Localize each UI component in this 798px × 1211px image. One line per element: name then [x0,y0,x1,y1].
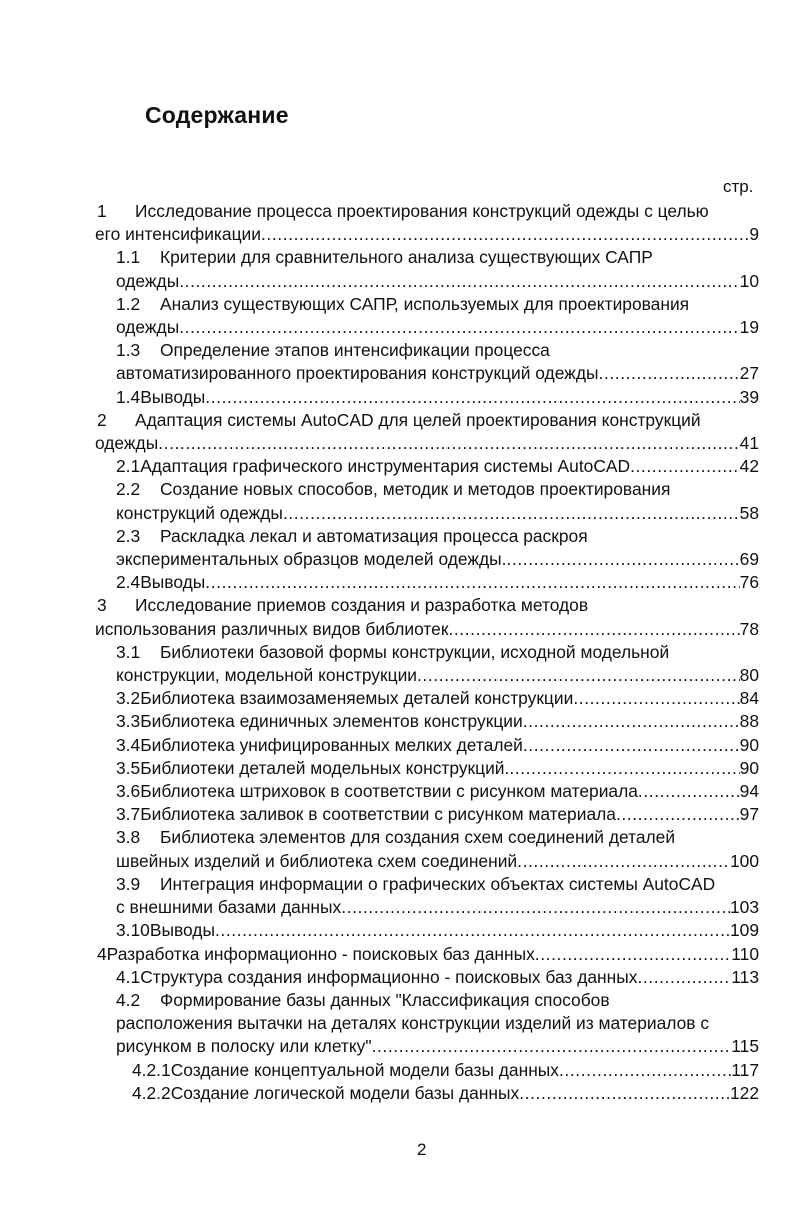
page-column-label: стр. [723,177,754,196]
toc-entry-title: расположения вытачки на деталях конструкции изделий из материалов с [116,1013,710,1034]
toc-entry-title: конструкции, модельной конструкции [116,665,417,686]
page-number: 2 [417,1140,427,1159]
toc-entry [116,478,759,524]
toc-entry-title: Создание логической модели базы данных [170,1082,520,1103]
toc-entry-number: 1.1 [116,247,141,268]
toc-entry-number: 3.5 [116,757,141,778]
toc-entry-number: 3.6 [116,781,141,802]
toc-entry-title: Адаптация графического инструментария системы AutoCAD [140,456,631,477]
toc-entry [116,641,759,687]
dot-leader [637,966,731,989]
toc-entry-title: одежды [95,433,159,454]
toc-entry-page: 97 [739,804,759,825]
toc-entry-number: 4.2.1 [132,1059,171,1080]
toc-entry-number: 3.4 [116,734,141,755]
toc-entry [116,246,759,292]
toc-entry [116,826,759,872]
toc-entry [116,966,759,989]
toc-entry-number: 3.9 [116,873,141,894]
toc-entry-page: 113 [731,966,759,987]
table-of-contents [0,200,798,1105]
toc-entry [116,571,759,594]
toc-entry-number: 3.10 [116,920,150,941]
toc-entry [116,525,759,571]
toc-entry-number: 2.2 [116,479,141,500]
toc-entry-number: 4 [97,943,107,964]
toc-entry-title: одежды [116,270,180,291]
dot-leader [523,734,740,757]
dot-leader [283,502,740,525]
toc-entry [97,409,759,455]
toc-entry-number: 3.1 [116,641,141,662]
dot-leader [448,618,739,641]
toc-entry [116,455,759,478]
toc-entry [132,1059,759,1082]
dot-leader [507,548,740,571]
toc-entry-number: 1.2 [116,293,141,314]
dot-leader [517,850,730,873]
toc-entry-page: 42 [739,456,759,477]
toc-entry [116,687,759,710]
toc-entry-title: Раскладка лекал и автоматизация процесса раскроя [160,525,588,546]
toc-entry [116,780,759,803]
toc-entry-title: Определение этапов интенсификации процесса [160,340,550,361]
toc-entry-page: 94 [739,781,759,802]
toc-entry-number: 2 [97,409,107,430]
dot-leader [341,896,730,919]
toc-entry-title: Критерии для сравнительного анализа существующих САПР [160,247,653,268]
dot-leader [158,432,739,455]
dot-leader [559,1059,731,1082]
toc-entry-number: 2.1 [116,456,141,477]
dot-leader [372,1035,732,1058]
toc-entry-title: Библиотека элементов для создания схем соединений деталей [160,827,676,848]
toc-entry-title: одежды [116,317,180,338]
toc-entry-page: 58 [739,502,759,523]
dot-leader [598,362,739,385]
toc-entry [116,989,759,1059]
dot-leader [179,270,739,293]
toc-entry-title: экспериментальных образцов моделей одежды. [116,549,507,570]
toc-entry-page: 10 [739,270,759,291]
toc-entry-title: Формирование базы данных "Классификация способов [160,989,610,1010]
dot-leader [261,223,749,246]
toc-entry-number: 2.3 [116,525,141,546]
toc-entry-number: 4.1 [116,966,141,987]
toc-entry [97,943,759,966]
toc-entry-page: 88 [739,711,759,732]
toc-entry-page: 103 [729,897,759,918]
dot-leader [417,664,740,687]
toc-entry-title: Структура создания информационно - поисковых баз данных [140,966,638,987]
toc-entry-page: 84 [739,688,759,709]
toc-entry-title: Библиотека взаимозаменяемых деталей конструкции [140,688,574,709]
toc-entry-page: 122 [729,1082,759,1103]
toc-entry-title: Исследование приемов создания и разработка методов [135,595,589,616]
dot-leader [638,780,740,803]
toc-entry-page: 76 [739,572,759,593]
toc-entry-page: 39 [739,386,759,407]
toc-entry [116,710,759,733]
toc-entry-title: с внешними базами данных [116,897,342,918]
toc-entry-title: Выводы [140,386,206,407]
toc-entry-title: Создание новых способов, методик и методов проектирования [160,479,671,500]
dot-leader [535,943,731,966]
toc-entry-page: 27 [739,363,759,384]
toc-entry [116,919,759,942]
toc-entry-number: 3.3 [116,711,141,732]
toc-entry-page: 78 [739,618,759,639]
toc-entry-title: Выводы [140,572,206,593]
toc-entry [116,339,759,385]
toc-entry [116,734,759,757]
toc-entry [116,293,759,339]
toc-entry-title: рисунком в полоску или клетку" [116,1036,372,1057]
toc-entry-title: автоматизированного проектирования конструкций одежды [116,363,599,384]
toc-entry-title: Интеграция информации о графических объектах системы AutoCAD [160,873,716,894]
toc-entry-title: Адаптация системы AutoCAD для целей проектирования конструкций [135,409,701,430]
page-title: Содержание [145,102,289,128]
toc-entry [116,386,759,409]
toc-entry-number: 2.4 [116,572,141,593]
toc-entry-number: 1.4 [116,386,141,407]
toc-entry-page: 110 [731,943,759,964]
toc-entry-page: 115 [731,1036,759,1057]
toc-entry-number: 3.8 [116,827,141,848]
toc-entry-title: Библиотека заливок в соответствии с рисунком материала [140,804,616,825]
dot-leader [509,757,739,780]
toc-entry-page: 9 [749,224,759,245]
toc-entry [116,873,759,919]
toc-entry-page: 19 [739,317,759,338]
toc-entry-title: использования различных видов библиотек [95,618,449,639]
toc-entry-page: 41 [739,433,759,454]
dot-leader [205,386,739,409]
toc-entry [116,757,759,780]
toc-entry-title: Анализ существующих САПР, используемых для проектирования [160,293,690,314]
toc-entry-page: 69 [739,549,759,570]
toc-entry-number: 3.2 [116,688,141,709]
toc-entry-title: швейных изделий и библиотека схем соединений [116,850,518,871]
toc-entry-title: конструкций одежды [116,502,283,523]
toc-entry-title: Исследование процесса проектирования конструкций одежды с целью [135,201,709,221]
toc-entry-page: 109 [729,920,759,941]
toc-entry-number: 3 [97,595,107,616]
toc-entry-number: 3.7 [116,804,141,825]
toc-entry-number: 1 [97,201,107,221]
dot-leader [616,803,740,826]
toc-entry [116,803,759,826]
dot-leader [519,1082,730,1105]
toc-entry-page: 117 [731,1059,759,1080]
toc-entry [97,594,759,640]
toc-entry [97,200,759,246]
dot-leader [215,919,730,942]
toc-entry-page: 90 [739,757,759,778]
dot-leader [179,316,739,339]
dot-leader [573,687,739,710]
toc-entry-title: Разработка информационно - поисковых баз данных [106,943,535,964]
toc-entry [132,1082,759,1105]
toc-entry-title: Библиотека единичных элементов конструкции [140,711,523,732]
toc-entry-page: 80 [739,665,759,686]
toc-entry-title: Библиотека унифицированных мелких деталей [140,734,523,755]
toc-entry-title: Создание концептуальной модели базы данных [170,1059,559,1080]
toc-entry-page: 100 [729,850,759,871]
toc-entry-number: 1.3 [116,340,141,361]
toc-entry-title: Библиотека штриховок в соответствии с рисунком материала [140,781,638,802]
dot-leader [630,455,740,478]
dot-leader [205,571,739,594]
toc-entry-number: 4.2.2 [132,1082,171,1103]
toc-entry-title: его интенсификации [95,224,261,245]
toc-entry-title: Выводы [149,920,215,941]
dot-leader [523,710,740,733]
toc-entry-page: 90 [739,734,759,755]
toc-entry-title: Библиотеки базовой формы конструкции, исходной модельной [160,641,670,662]
toc-entry-title: Библиотеки деталей модельных конструкций. [140,757,510,778]
toc-entry-number: 4.2 [116,989,141,1010]
